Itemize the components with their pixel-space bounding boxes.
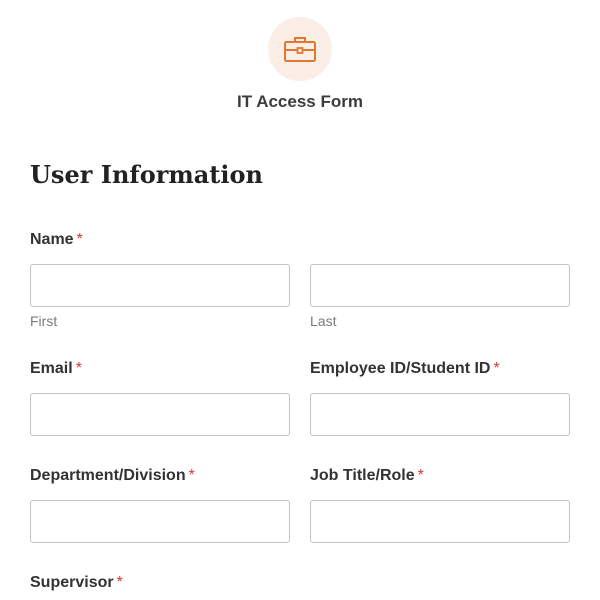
- department-label: [30, 467, 195, 485]
- briefcase-icon: [284, 36, 316, 62]
- job-title-label: [310, 467, 424, 485]
- department-label-text: Department/Division: [30, 467, 186, 484]
- first-name-sublabel: First: [30, 313, 58, 329]
- supervisor-label-text: Supervisor: [30, 574, 114, 591]
- required-marker: *: [493, 360, 500, 377]
- section-title: User Information: [30, 160, 263, 189]
- logo-badge: [268, 17, 332, 81]
- required-marker: *: [417, 467, 424, 484]
- job-title-input[interactable]: [310, 500, 570, 543]
- job-title-label-text: Job Title/Role: [310, 467, 415, 484]
- employee-id-input[interactable]: [310, 393, 570, 436]
- employee-id-label: [310, 360, 500, 378]
- name-label-text: Name: [30, 231, 74, 248]
- required-marker: *: [76, 231, 83, 248]
- form-title: IT Access Form: [237, 92, 363, 111]
- first-name-input[interactable]: [30, 264, 290, 307]
- email-label-text: Email: [30, 360, 73, 377]
- email-input[interactable]: [30, 393, 290, 436]
- required-marker: *: [188, 467, 195, 484]
- last-name-sublabel: Last: [310, 313, 337, 329]
- last-name-input[interactable]: [310, 264, 570, 307]
- required-marker: *: [75, 360, 82, 377]
- name-label: [30, 231, 83, 249]
- required-marker: *: [116, 574, 123, 591]
- department-input[interactable]: [30, 500, 290, 543]
- supervisor-label: [30, 574, 123, 592]
- email-label: [30, 360, 82, 378]
- employee-id-label-text: Employee ID/Student ID: [310, 360, 491, 377]
